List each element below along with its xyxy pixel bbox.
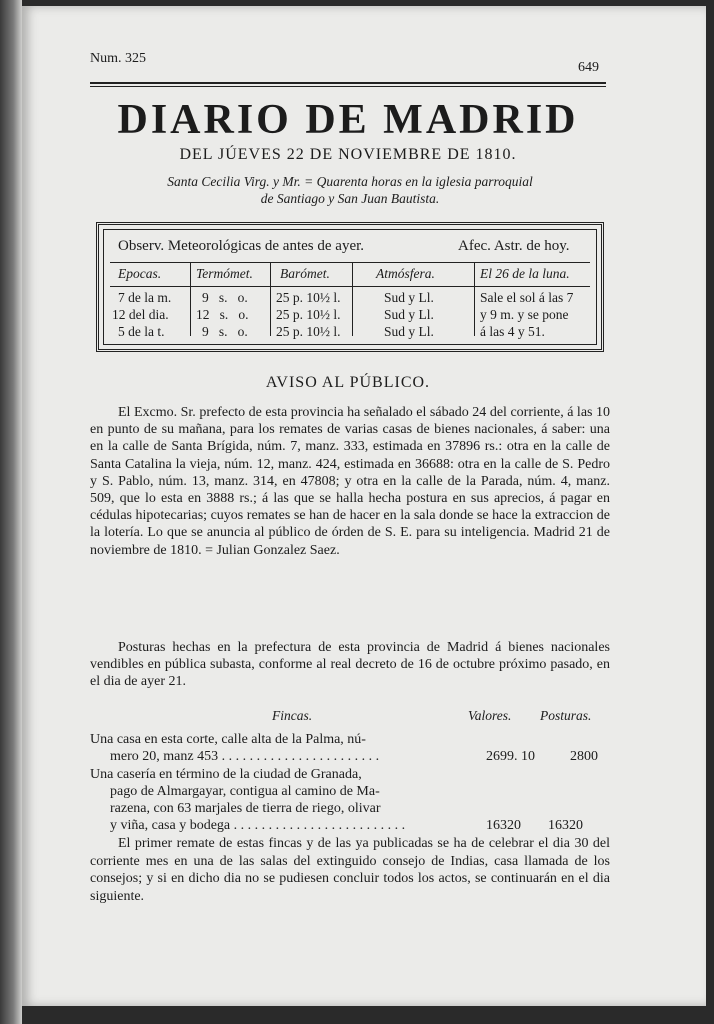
luna-1: Sale el sol á las 7 xyxy=(480,290,574,305)
met-header xyxy=(118,238,598,255)
finca-entry-2 xyxy=(90,766,610,834)
finca-entry-1 xyxy=(90,731,610,765)
issue-number: Num. 325 xyxy=(90,51,146,66)
finca-2-line-4: y viña, casa y bodega . . . . . . . . . . . . . . . . . . . . . . . . . xyxy=(110,818,406,833)
dateline: DEL JÚEVES 22 DE NOVIEMBRE DE 1810. xyxy=(179,146,517,163)
remate-notice xyxy=(90,835,610,905)
luna-3: á las 4 y 51. xyxy=(480,324,545,339)
baro-3: 25 p. 10½ l. xyxy=(276,324,341,339)
luna-2: y 9 m. y se pone xyxy=(480,307,569,322)
posturas-intro xyxy=(90,639,610,691)
col-valores: Valores. xyxy=(468,708,512,723)
col-atmosfera: Atmósfera. xyxy=(376,266,435,281)
finca-1-postura: 2800 xyxy=(570,749,598,764)
col-termometro: Termómet. xyxy=(196,266,253,281)
col-luna: El 26 de la luna. xyxy=(480,266,570,281)
masthead-title: DIARIO DE MADRID xyxy=(117,97,579,143)
finca-1-line-2: mero 20, manz 453 . . . . . . . . . . . . . . . . . . . . . . . xyxy=(110,749,380,764)
finca-2-line-3: razena, con 63 marjales de tierra de riego, olivar xyxy=(110,801,381,816)
posturas-paragraph: Posturas hechas en la prefectura de esta provincia de Madrid á bienes nacionales vendibles en pública subasta, conforme al real decreto de 16 de octubre próximo pasado, en el dia de ayer 21. xyxy=(90,640,610,690)
col-barometro: Barómet. xyxy=(280,266,330,281)
finca-2-line-1: Una casería en término de la ciudad de Granada, xyxy=(90,767,362,782)
fincas-headers xyxy=(90,708,610,726)
baro-1: 25 p. 10½ l. xyxy=(276,290,341,305)
met-title-left: Observ. Meteorológicas de antes de ayer. xyxy=(118,238,365,254)
met-title-right: Afec. Astr. de hoy. xyxy=(458,238,570,254)
atmos-1: Sud y Ll. xyxy=(384,290,434,305)
col-fincas: Fincas. xyxy=(272,708,313,723)
epoca-2: 12 del dia. xyxy=(112,307,169,322)
baro-2: 25 p. 10½ l. xyxy=(276,307,341,322)
page-number: 649 xyxy=(578,60,599,75)
atmos-2: Sud y Ll. xyxy=(384,307,434,322)
epoca-1: 7 de la m. xyxy=(118,290,172,305)
termo-3: 9 s. o. xyxy=(202,324,248,339)
saints-line-1: Santa Cecilia Virg. y Mr. = Quarenta horas en la iglesia parroquial xyxy=(167,174,533,189)
termo-2: 12 s. o. xyxy=(196,307,249,322)
finca-2-line-2: pago de Almargayar, contigua al camino de Ma- xyxy=(110,784,380,799)
aviso-paragraph: El Excmo. Sr. prefecto de esta provincia ha señalado el sábado 24 del corriente, á las 10 en punto de su mañana, para los remates de varias casas de bienes nacionales, á saber: una en la calle de Santa Brígida, núm. 7, manz. 333, estimada en 37896 rs.: otra en la calle de Santa Catalina la vieja, núm. 12, manz. 424, estimada en 36688: otra en la calle de S. Pedro y S. Pablo, núm. 13, manz. 314, en 47808; y otra en la calle de la Parada, núm. 4, manz. 509, que lo esta en 3888 rs.; á las que se halla hecha postura en sus aprecios, á pagar en cédulas hipotecarias; cuyos remates se han de hacer en la sala donde se hace la extraccion de la lotería. Lo que se anuncia al público de órden de S. E. para su inteligencia. Madrid 21 de noviembre de 1810. = Julian Gonzalez Saez. xyxy=(90,405,610,558)
remate-paragraph: El primer remate de estas fincas y de las ya publicadas se ha de celebrar el dia 30 del corriente mes en una de las salas del extinguido consejo de Indias, casa llamada de los consejos; y si en dicho dia no se pudiesen concluir todos los actos, se continuarán en el dia siguiente. xyxy=(90,836,610,904)
finca-2-valor: 16320 xyxy=(486,818,521,833)
epoca-3: 5 de la t. xyxy=(118,324,165,339)
finca-1-line-1: Una casa en esta corte, calle alta de la Palma, nú- xyxy=(90,732,366,747)
col-posturas: Posturas. xyxy=(540,708,592,723)
aviso-body xyxy=(90,404,610,559)
termo-1: 9 s. o. xyxy=(202,290,248,305)
atmos-3: Sud y Ll. xyxy=(384,324,434,339)
header-rule xyxy=(90,82,606,87)
saints-line-2: de Santiago y San Juan Bautista. xyxy=(260,191,440,206)
book-spine xyxy=(0,0,22,1024)
col-epocas: Epocas. xyxy=(118,266,162,281)
aviso-title: AVISO AL PÚBLICO. xyxy=(265,374,431,391)
meteorological-table xyxy=(96,222,604,352)
finca-2-postura: 16320 xyxy=(548,818,583,833)
finca-1-valor: 2699. 10 xyxy=(486,749,535,764)
saints-line xyxy=(100,173,600,207)
